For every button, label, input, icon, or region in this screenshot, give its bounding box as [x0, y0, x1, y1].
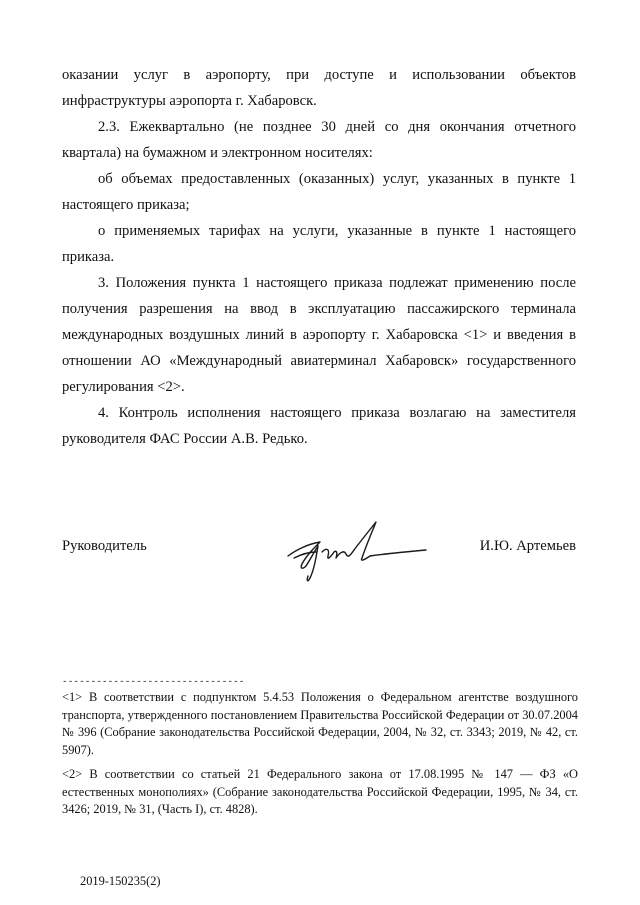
paragraph-continuation: оказании услуг в аэропорту, при доступе и использовании объектов инфраструктуры аэропорта г. Хабаровск.	[62, 67, 576, 109]
paragraph-tariffs: о применяемых тарифах на услуги, указанные в пункте 1 настоящего приказа.	[62, 223, 576, 265]
document-number: 2019-150235(2)	[80, 874, 161, 888]
paragraph-3: 3. Положения пункта 1 настоящего приказа подлежат применению после получения разрешения на ввод в эксплуатацию пассажирского терминала международных воздушных линий в аэропорту г. Хабаровска <1> и введения в отношении АО «Международный авиатерминал Хабаровск» государственного регулирования <2>.	[62, 275, 576, 395]
footnote-2: <2> В соответствии со статьей 21 Федерального закона от 17.08.1995 № 147 — ФЗ «О естественных монополиях» (Собрание законодательства Российской Федерации, 1995, № 34, ст. 3426; 2019, № 31, (Часть I), ст. 4828).	[62, 767, 578, 816]
footnote-1: <1> В соответствии с подпунктом 5.4.53 Положения о Федеральном агентстве воздушного транспорта, утвержденного постановлением Правительства Российской Федерации от 30.07.2004 № 396 (Собрание законодательства Российской Федерации, 2004, № 32, ст. 3343; 2019, № 42, ст. 5907).	[62, 690, 578, 757]
signatory-name: И.Ю. Артемьев	[479, 538, 576, 554]
paragraph-4: 4. Контроль исполнения настоящего приказа возлагаю на заместителя руководителя ФАС России А.В. Редько.	[62, 405, 576, 447]
footnote-separator: --------------------------------	[62, 676, 245, 687]
paragraph-volumes: об объемах предоставленных (оказанных) услуг, указанных в пункте 1 настоящего приказа;	[62, 171, 576, 213]
handwritten-signature	[280, 512, 430, 592]
paragraph-2-3: 2.3. Ежеквартально (не позднее 30 дней со дня окончания отчетного квартала) на бумажном и электронном носителях:	[62, 119, 576, 161]
signatory-title: Руководитель	[62, 538, 147, 554]
